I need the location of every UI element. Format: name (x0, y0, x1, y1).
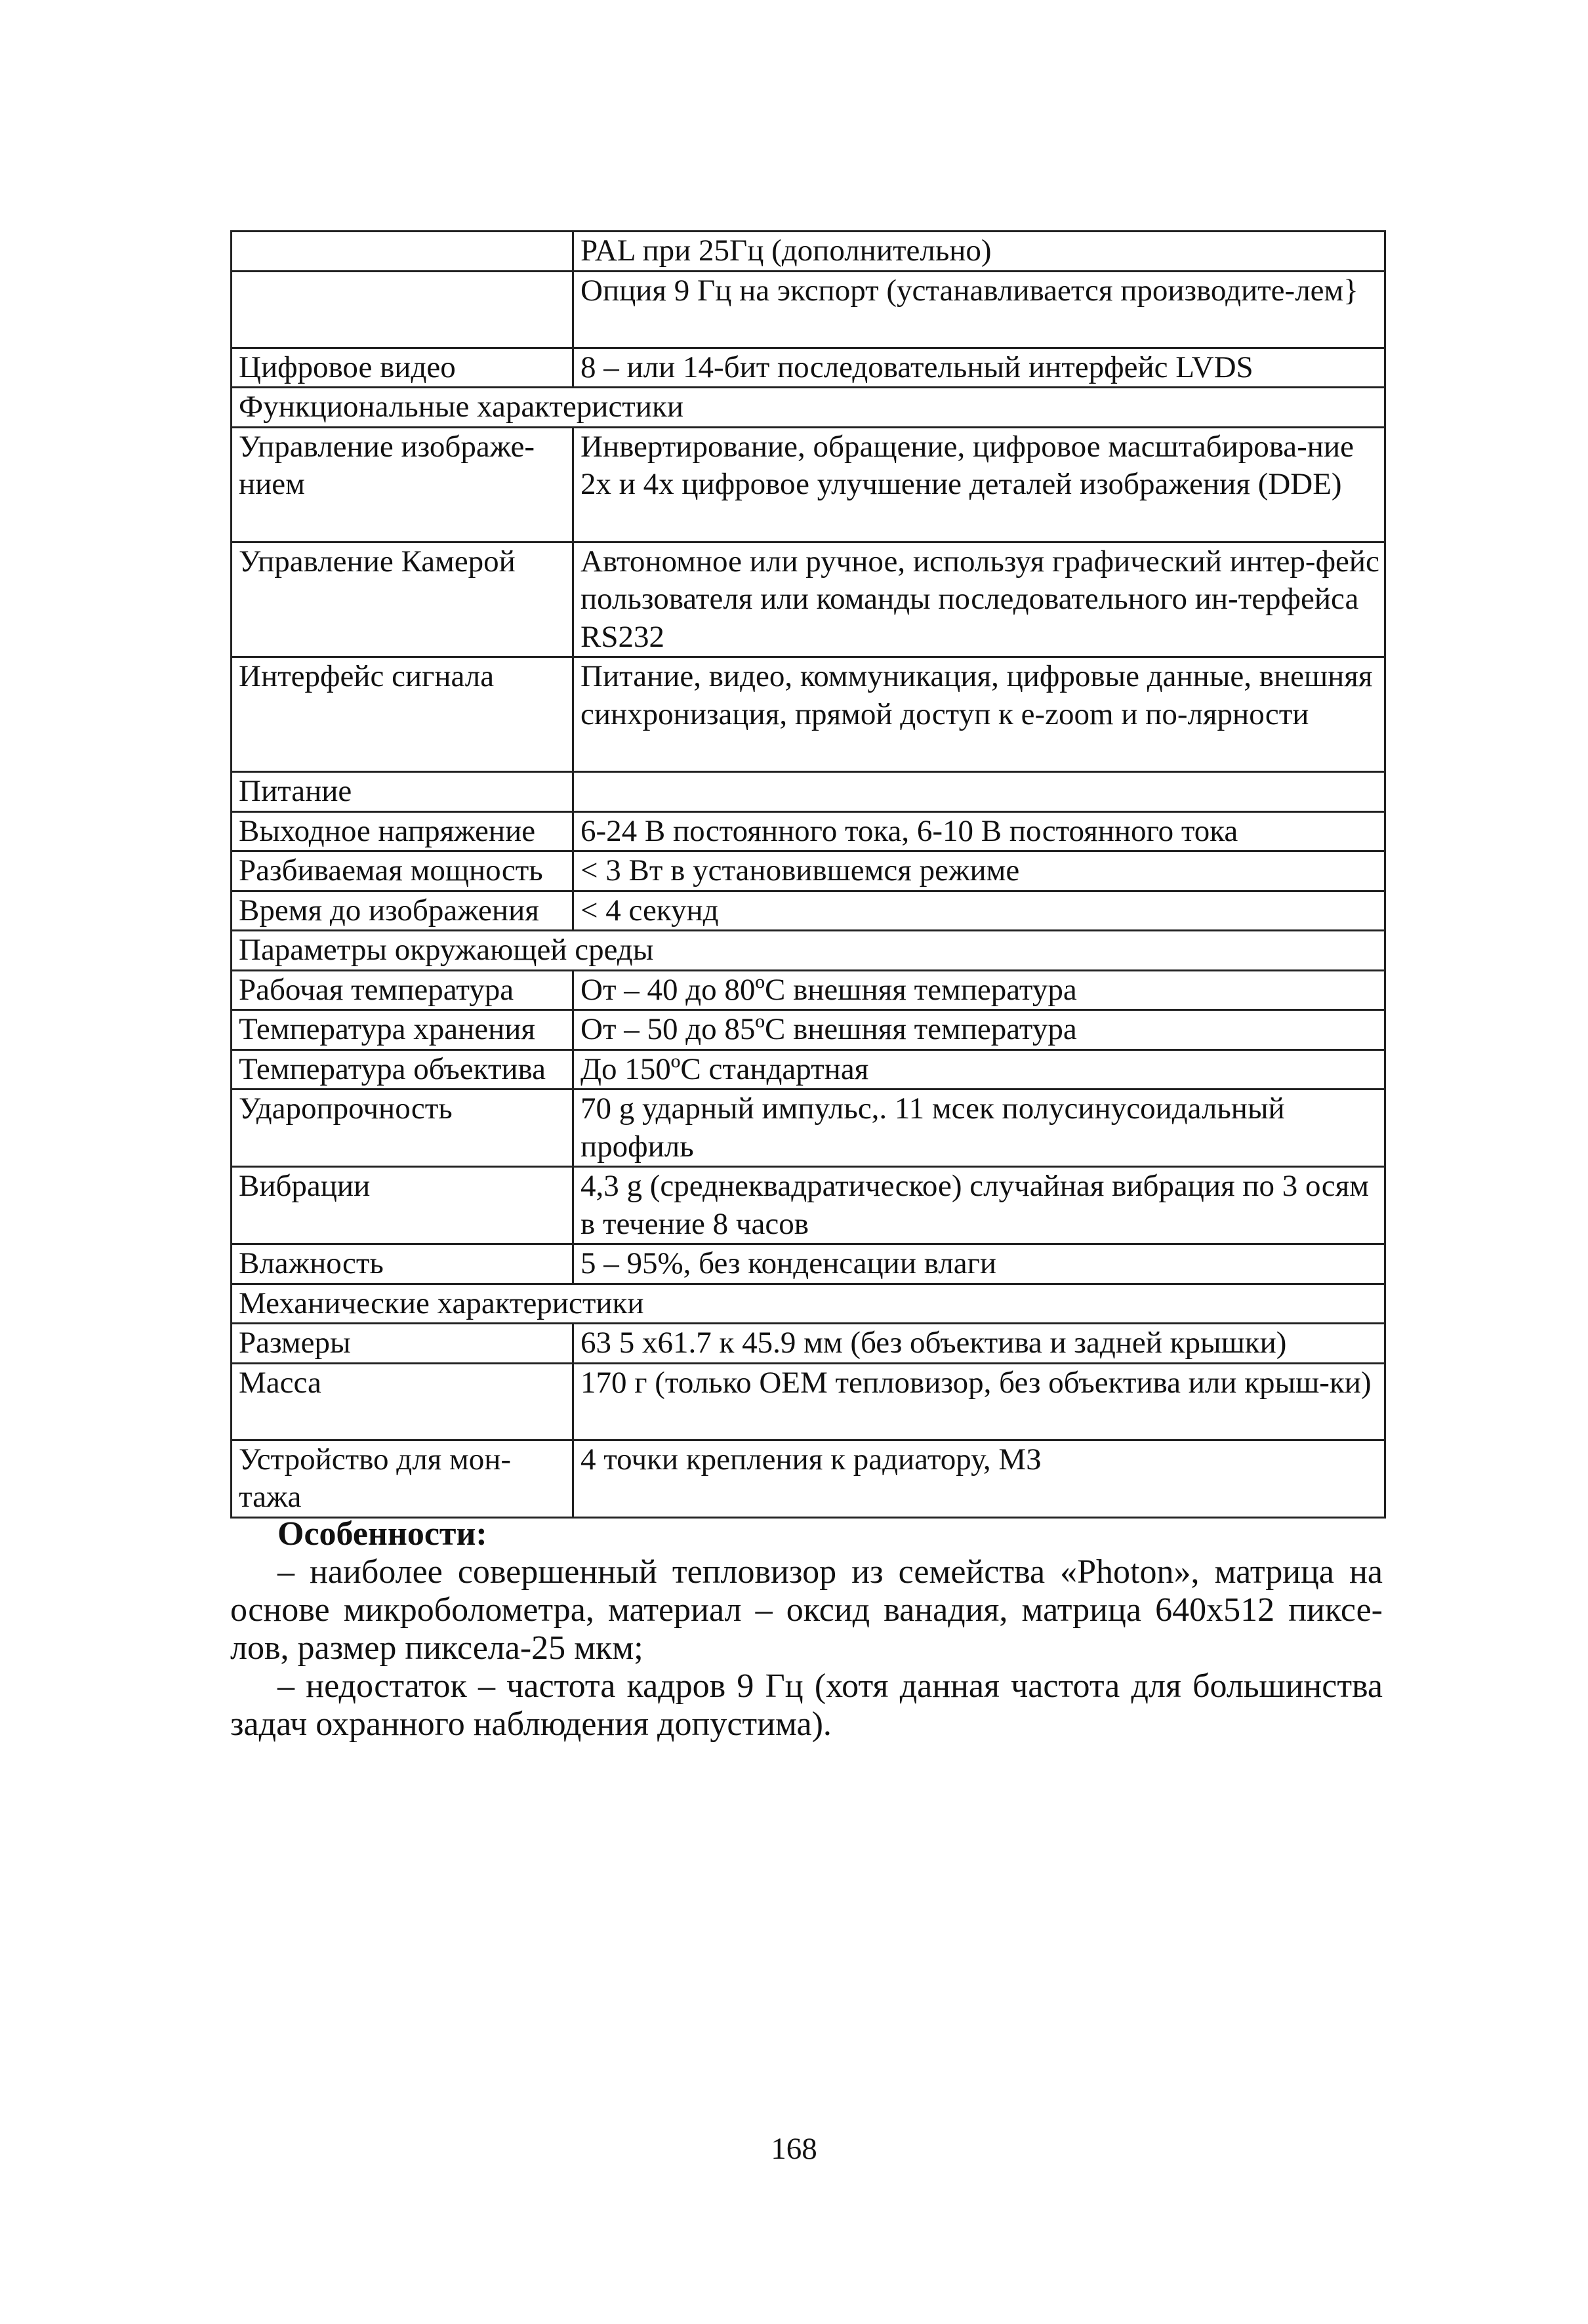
features-paragraph: – наиболее совершенный тепловизор из семейства «Photon», матрица на основе микроболометра, материал – оксид ванадия, матрица 640х512 пиксе-лов, размер пиксела-25 мкм; (230, 1553, 1383, 1667)
table-row (232, 271, 1385, 348)
table-cell-label (232, 232, 573, 272)
table-cell-label: Температура объектива (232, 1050, 573, 1090)
table-row (232, 772, 1385, 812)
table-cell-value (573, 772, 1385, 812)
table-cell-value: 6-24 В постоянного тока, 6-10 В постоянного тока (573, 811, 1385, 851)
table-row (232, 542, 1385, 657)
table-row (232, 1244, 1385, 1284)
table-cell-label: Масса (232, 1363, 573, 1440)
table-row (232, 427, 1385, 542)
table-cell-value: PAL при 25Гц (дополнительно) (573, 232, 1385, 272)
table-cell-value: 8 – или 14-бит последовательный интерфейс LVDS (573, 348, 1385, 388)
table-cell-value: Инвертирование, обращение, цифровое масштабирова-ние 2х и 4х цифровое улучшение деталей изображения (DDE) (573, 427, 1385, 542)
table-cell-label: Температура хранения (232, 1010, 573, 1050)
table-cell-value: Автономное или ручное, используя графический интер-фейс пользователя или команды последовательного ин-терфейса RS232 (573, 542, 1385, 657)
table-cell-label: Цифровое видео (232, 348, 573, 388)
table-cell-value: До 150ºС стандартная (573, 1050, 1385, 1090)
table-row (232, 1363, 1385, 1440)
table-row (232, 851, 1385, 891)
table-cell-value: 5 – 95%, без конденсации влаги (573, 1244, 1385, 1284)
table-cell-label: Влажность (232, 1244, 573, 1284)
table-cell-label: Время до изображения (232, 891, 573, 931)
table-cell-value: Опция 9 Гц на экспорт (устанавливается производите-лем} (573, 271, 1385, 348)
features-paragraph: – недостаток – частота кадров 9 Гц (хотя данная частота для большинства задач охранного наблюдения допустима). (230, 1667, 1383, 1743)
table-cell-value: 4 точки крепления к радиатору, МЗ (573, 1440, 1385, 1517)
table-row (232, 232, 1385, 272)
table-row (232, 1010, 1385, 1050)
table-cell-label: Управление изображе-нием (232, 427, 573, 542)
features-heading: Особенности: (277, 1515, 487, 1553)
table-section-header: Параметры окружающей среды (232, 931, 1385, 971)
specifications-table (230, 230, 1386, 1519)
table-cell-value: < 3 Вт в установившемся режиме (573, 851, 1385, 891)
table-row (232, 1167, 1385, 1244)
page-number: 168 (771, 2132, 817, 2166)
table-cell-value: 70 g ударный импульс,. 11 мсек полусинусоидальный профиль (573, 1090, 1385, 1167)
table-cell-label: Ударопрочность (232, 1090, 573, 1167)
table-row (232, 970, 1385, 1010)
table-section-header: Механические характеристики (232, 1284, 1385, 1324)
table-cell-value: От – 50 до 85ºС внешняя температура (573, 1010, 1385, 1050)
table-row (232, 1050, 1385, 1090)
table-row (232, 657, 1385, 772)
table-section-row (232, 388, 1385, 428)
table-cell-value: 170 г (только OEM тепловизор, без объектива или крыш-ки) (573, 1363, 1385, 1440)
table-cell-value: 4,3 g (среднеквадратическое) случайная вибрация по 3 осям в течение 8 часов (573, 1167, 1385, 1244)
table-cell-label: Рабочая температура (232, 970, 573, 1010)
table-cell-label: Выходное напряжение (232, 811, 573, 851)
table-section-row (232, 1284, 1385, 1324)
table-cell-label: Управление Камерой (232, 542, 573, 657)
table-row (232, 348, 1385, 388)
table-row (232, 811, 1385, 851)
table-section-row (232, 931, 1385, 971)
table-cell-label: Устройство для мон-тажа (232, 1440, 573, 1517)
table-row (232, 1090, 1385, 1167)
table-cell-label: Разбиваемая мощность (232, 851, 573, 891)
table-row (232, 1440, 1385, 1517)
table-cell-value: От – 40 до 80ºС внешняя температура (573, 970, 1385, 1010)
table-cell-label: Интерфейс сигнала (232, 657, 573, 772)
table-cell-label: Питание (232, 772, 573, 812)
table-cell-value: Питание, видео, коммуникация, цифровые данные, внешняя синхронизация, прямой доступ к e-zoom и по-лярности (573, 657, 1385, 772)
table-row (232, 891, 1385, 931)
table-cell-label: Вибрации (232, 1167, 573, 1244)
features-section (230, 1515, 1383, 1743)
table-section-header: Функциональные характеристики (232, 388, 1385, 428)
table-cell-value: < 4 секунд (573, 891, 1385, 931)
table-cell-label: Размеры (232, 1324, 573, 1364)
table-cell-label (232, 271, 573, 348)
table-cell-value: 63 5 х61.7 к 45.9 мм (без объектива и задней крышки) (573, 1324, 1385, 1364)
table-row (232, 1324, 1385, 1364)
